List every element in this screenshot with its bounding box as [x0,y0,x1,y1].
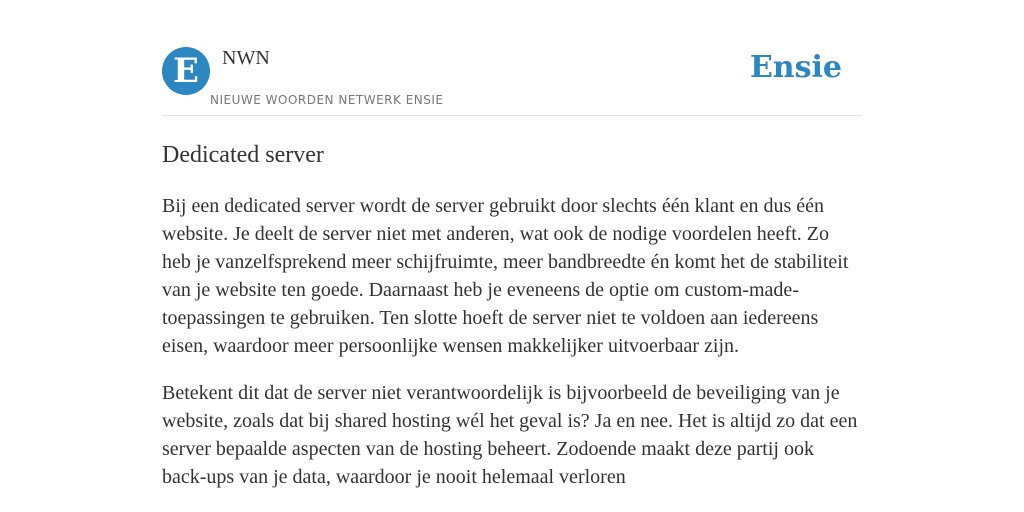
article-paragraph: Betekent dit dat de server niet verantwoordelijk is bijvoorbeeld de beveiliging van je website, zoals dat bij shared hosting wél het geval is? Ja en nee. Het is altijd zo dat een server bepaalde aspecten van de hosting beheert. Zodoende maakt deze partij ook back-ups van je data, waardoor je nooit helemaal verloren [162,382,858,488]
page [162,0,862,488]
brand-logo[interactable]: Ensie [749,50,842,85]
site-header [162,0,862,116]
site-logo[interactable]: E [162,47,210,95]
article-title: Dedicated server [162,142,324,168]
site-name[interactable]: NWN [222,47,270,69]
site-subtitle: NIEUWE WOORDEN NETWERK ENSIE [210,93,444,107]
article-paragraph: Bij een dedicated server wordt de server gebruikt door slechts één klant en dus één website. Je deelt de server niet met anderen, wat ook de nodige voordelen heeft. Zo heb je vanzelfsprekend meer schijfruimte, meer bandbreedte én komt het de stabiliteit van je website ten goede. Daarnaast heb je eveneens de optie om custom-made-toepassingen te gebruiken. Ten slotte hoeft de server niet te voldoen aan iedereens eisen, waardoor meer persoonlijke wensen makkelijker uitvoerbaar zijn. [162,195,849,357]
article-body [162,192,862,510]
